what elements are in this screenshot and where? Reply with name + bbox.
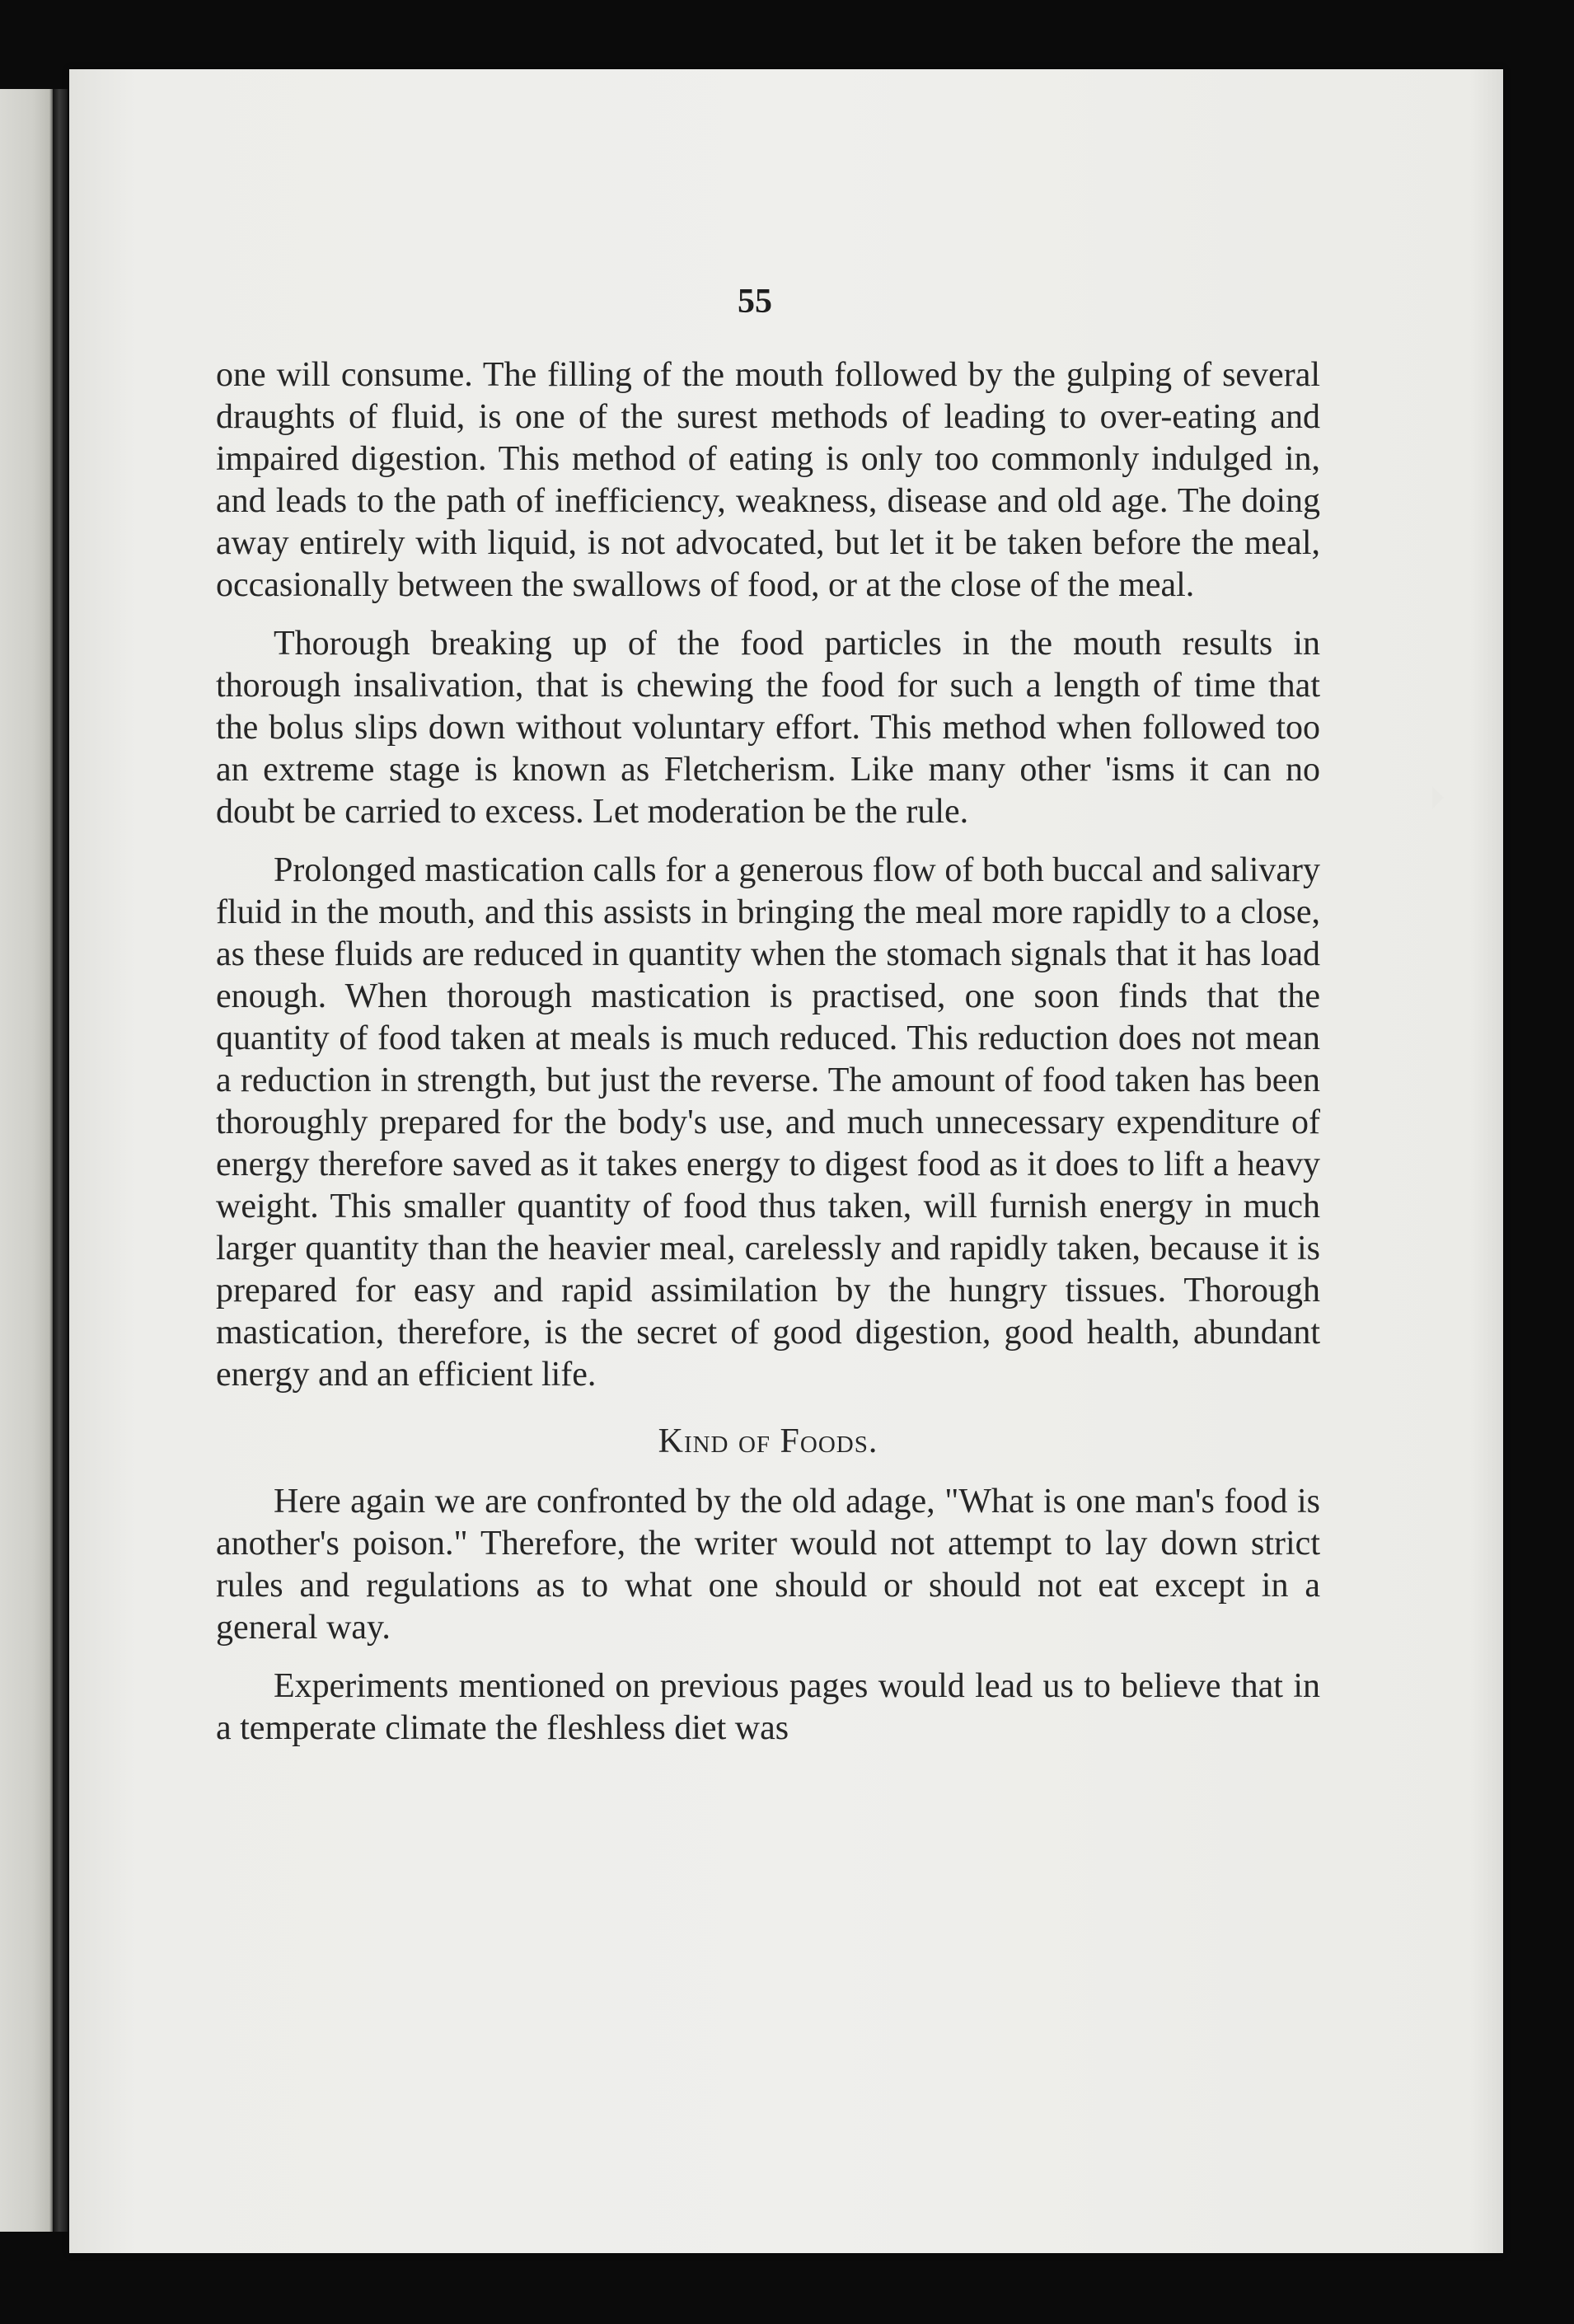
paragraph: one will consume. The filling of the mouth followed by the gulping of several draughts of fluid, is one of the surest methods of leading to over-eating and impaired digestion. This method of eating is only too commonly indulged in, and leads to the path of inefficiency, weakness, disease and old age. The doing away entirely with liquid, is not advocated, but let it be taken before the meal, occasionally between the swallows of food, or at the close of the meal. (216, 356, 1320, 604)
paragraph: Thorough breaking up of the food particles in the mouth results in thorough insalivation, that is chewing the food for such a length of time that the bolus slips down without voluntary effort. This method when followed too an extreme stage is known as Fletcherism. Like many other 'isms it can no doubt be carried to excess. Let moderation be the rule. (216, 625, 1320, 831)
page-edge-mark (1432, 786, 1444, 809)
paragraph: Here again we are confronted by the old adage, "What is one man's food is another's poison." Therefore, the writer would not attempt to lay down strict rules and regulations as to what one should or should not eat except in a general way. (216, 1483, 1320, 1647)
book-spine-shadow (53, 89, 68, 2232)
paragraph: Prolonged mastication calls for a generous flow of both buccal and salivary fluid in the mouth, and this assists in bringing the meal more rapidly to a close, as these fluids are reduced in quantity when the stomach signals that it has load enough. When thorough mastication is practised, one soon finds that the quantity of food taken at meals is much reduced. This reduction does not mean a reduction in strength, but just the reverse. The amount of food taken has been thoroughly prepared for the body's use, and much unnecessary expenditure of energy therefore saved as it takes energy to digest food as it does to lift a heavy weight. This smaller quantity of food thus taken, will furnish energy in much larger quantity than the heavier meal, carelessly and rapidly taken, because it is prepared for easy and rapid assimilation by the hungry tissues. Thorough mastication, therefore, is the secret of good digestion, good health, abundant energy and an efficient life. (216, 851, 1320, 1394)
page-number: 55 (738, 283, 772, 321)
section-heading: Kind of Foods. (658, 1422, 878, 1460)
paragraph: Experiments mentioned on previous pages would lead us to believe that in a temperate climate the fleshless diet was (216, 1667, 1320, 1747)
page-body (216, 354, 1320, 1766)
